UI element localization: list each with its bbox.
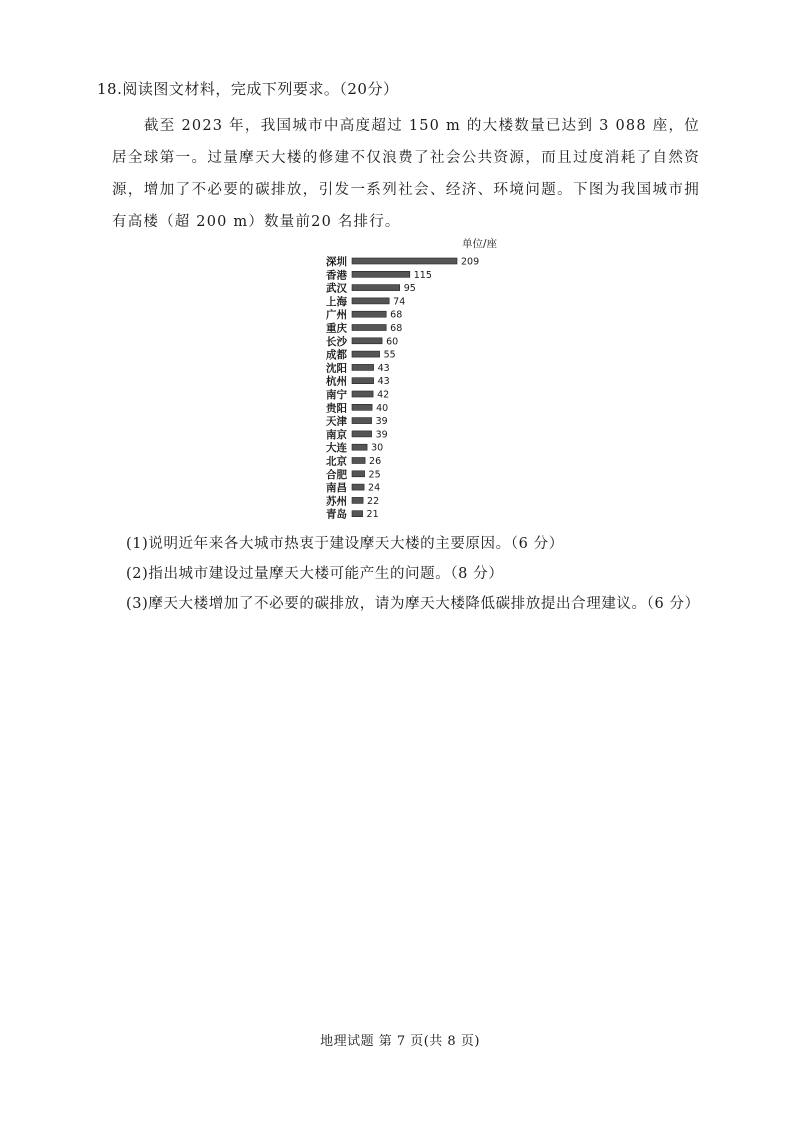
value-label: 95 xyxy=(403,283,416,295)
category-label: 武汉 xyxy=(326,282,347,295)
category-label: 苏州 xyxy=(326,495,347,508)
category-label: 南京 xyxy=(326,428,347,441)
value-label: 39 xyxy=(375,429,388,441)
category-label: 上海 xyxy=(326,295,347,308)
value-label: 24 xyxy=(368,482,381,494)
category-label: 天津 xyxy=(326,415,347,428)
category-label: 合肥 xyxy=(326,468,347,481)
bar xyxy=(352,298,389,304)
bar xyxy=(352,351,380,357)
category-label: 杭州 xyxy=(326,375,347,388)
bar xyxy=(352,444,367,450)
value-label: 21 xyxy=(366,509,379,521)
category-label: 广州 xyxy=(326,309,347,322)
value-label: 74 xyxy=(393,296,406,308)
sub-question-2: (2)指出城市建设过量摩天大楼可能产生的问题。（8 分） xyxy=(126,566,504,582)
bar xyxy=(352,378,374,384)
category-label: 南昌 xyxy=(326,482,347,495)
bar xyxy=(352,338,382,344)
bar xyxy=(352,258,457,264)
value-label: 115 xyxy=(413,269,432,281)
bar xyxy=(352,418,372,424)
bar xyxy=(352,311,386,317)
category-label: 青岛 xyxy=(326,508,347,521)
value-label: 43 xyxy=(377,376,390,388)
category-label: 深圳 xyxy=(326,256,347,268)
bar xyxy=(352,404,372,410)
bar xyxy=(352,431,372,437)
category-label: 南宁 xyxy=(326,389,347,401)
bar xyxy=(352,325,386,331)
tall-buildings-chart xyxy=(300,234,520,524)
value-label: 25 xyxy=(368,469,381,481)
category-label: 贵阳 xyxy=(326,402,347,415)
value-label: 209 xyxy=(461,256,480,268)
question-title: 18.阅读图文材料，完成下列要求。（20分） xyxy=(97,80,399,98)
page-footer: 地理试题 第 7 页(共 8 页) xyxy=(320,1034,480,1049)
bar xyxy=(352,364,374,370)
category-label: 北京 xyxy=(326,455,347,468)
bar xyxy=(352,271,410,277)
sub-question-3: (3)摩天大楼增加了不必要的碳排放，请为摩天大楼降低碳排放提出合理建议。（6 分） xyxy=(126,596,700,612)
category-label: 成都 xyxy=(326,349,347,362)
value-label: 42 xyxy=(377,389,390,401)
question-passage: 截至 2023 年，我国城市中高度超过 150 m 的大楼数量已达到 3 088 座，位居全球第一。过量摩天大楼的修建不仅浪费了社会公共资源，而且过度消耗了自然资源，增加了不必要的碳排放，引发一系列社会、经济、环境问题。下图为我国城市拥有高楼（超 200 m）数量前20 名排行。 xyxy=(112,118,700,230)
bar xyxy=(352,484,364,490)
category-label: 沈阳 xyxy=(326,362,347,375)
value-label: 68 xyxy=(390,323,403,334)
value-label: 26 xyxy=(369,456,382,467)
value-label: 55 xyxy=(383,349,396,361)
value-label: 68 xyxy=(390,309,403,321)
category-label: 重庆 xyxy=(326,322,347,335)
category-label: 长沙 xyxy=(326,335,347,348)
value-label: 43 xyxy=(377,362,390,374)
value-label: 39 xyxy=(375,416,388,428)
sub-question-1: (1)说明近年来各大城市热衷于建设摩天大楼的主要原因。（6 分） xyxy=(126,536,564,552)
bar xyxy=(352,458,365,464)
bar xyxy=(352,391,373,397)
category-label: 大连 xyxy=(326,442,347,455)
value-label: 22 xyxy=(367,495,380,507)
category-label: 香港 xyxy=(326,269,347,282)
value-label: 30 xyxy=(371,442,384,454)
bar xyxy=(352,285,400,291)
bar xyxy=(352,471,365,477)
value-label: 40 xyxy=(376,402,389,414)
bar xyxy=(352,511,363,517)
bar xyxy=(352,497,363,503)
chart-unit-label: 单位/座 xyxy=(461,238,497,250)
value-label: 60 xyxy=(386,336,399,348)
bar-chart-svg xyxy=(300,234,520,524)
